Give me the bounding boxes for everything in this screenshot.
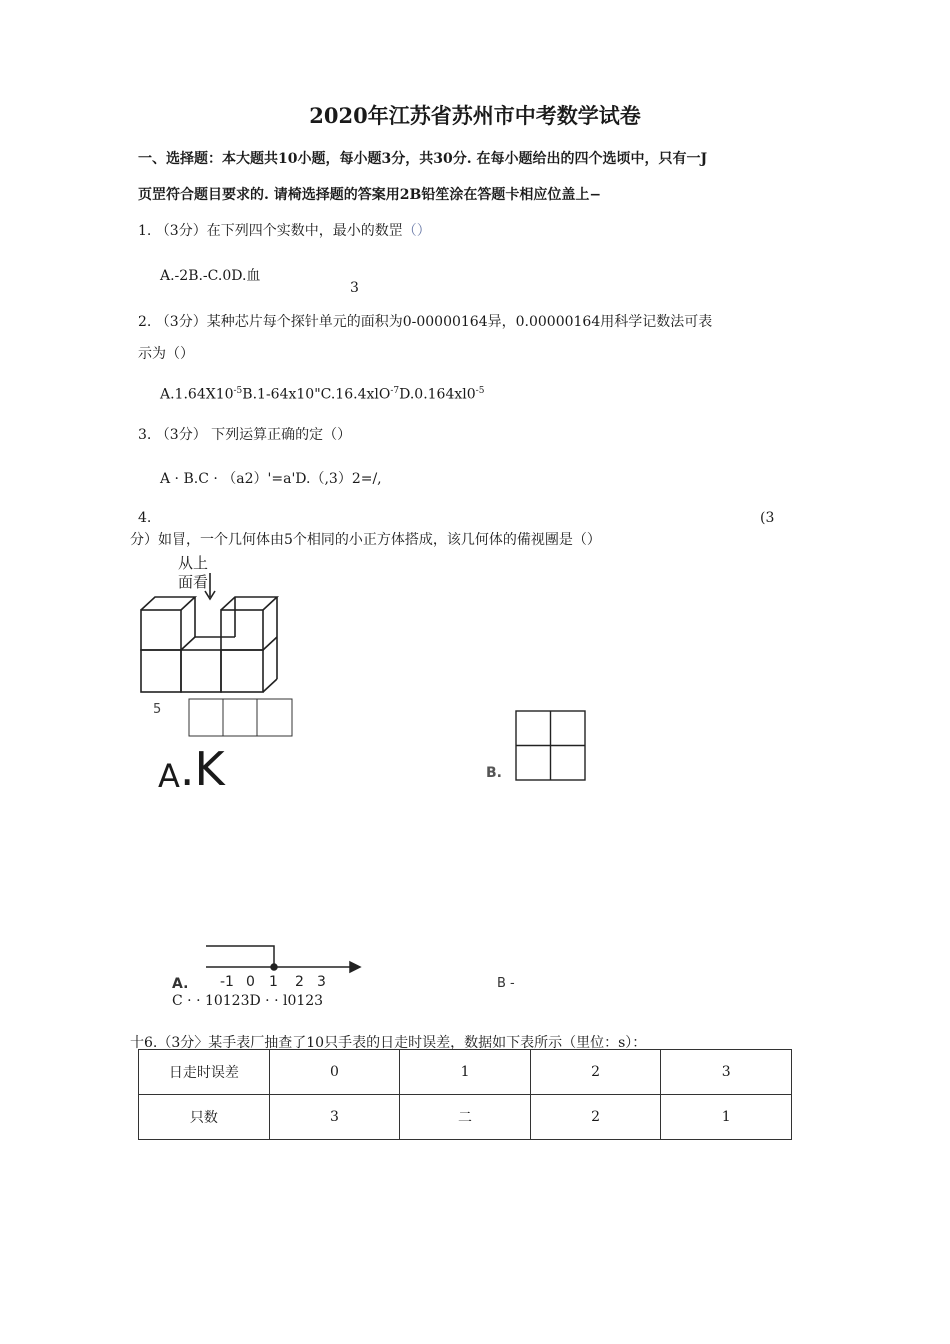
question-3-options: A · B.C · （a2）'=a'D.（,3）2=/,	[160, 471, 382, 487]
table-cell: 3	[269, 1095, 400, 1140]
question-4-score: (3	[760, 510, 775, 526]
q5-options-cd: C · · 10123D · · l0123	[172, 993, 324, 1009]
table-cell: 日走时误差	[139, 1050, 270, 1095]
option-a-k: .K	[179, 742, 225, 796]
question-2-options	[160, 386, 484, 403]
tick-label: 3	[317, 974, 326, 990]
question-1-subscript: 3	[350, 280, 359, 296]
table-cell: 2	[530, 1050, 661, 1095]
tick-label: -1	[220, 974, 234, 990]
q5-option-a-label: A.	[172, 976, 189, 992]
tick-label: 2	[295, 974, 304, 990]
option-b-figure	[515, 710, 587, 782]
question-2-option-d-exp: -5	[475, 386, 485, 396]
cube-solid-figure	[135, 565, 295, 700]
option-a-label	[158, 744, 225, 798]
cube-face	[181, 650, 221, 692]
question-4-stem: 分）如冒，一个几何体由5个相同的小正方体搭成，该几何体的備视團是（）	[130, 532, 601, 548]
tick-label: 1	[269, 974, 278, 990]
number-line-figure	[200, 940, 365, 992]
table-cell: 1	[400, 1050, 531, 1095]
question-4-number: 4.	[138, 510, 152, 526]
table-cell: 二	[400, 1095, 531, 1140]
option-a-figure	[188, 698, 294, 738]
stray-number-5: 5	[153, 702, 162, 717]
grid-cell	[257, 699, 292, 736]
grid-cell	[189, 699, 223, 736]
section-heading-line1: 一、选择题：本大题共10小题，每小题3分，共30分. 在每小题给出的四个选顷中，只有一J	[138, 151, 708, 167]
view-label-line2: 面看	[178, 573, 209, 591]
error-data-table	[138, 1049, 792, 1140]
table-cell: 只数	[139, 1095, 270, 1140]
question-2-stem-line2: 示为（）	[138, 346, 194, 362]
question-2-stem-line1: 2. （3分）某种芯片每个探针单元的面积为0-00000164异，0.00000164用科学记数法可表	[138, 314, 713, 330]
axis-arrow	[350, 962, 360, 972]
cube-face	[141, 610, 181, 650]
option-b-label: B.	[486, 765, 502, 781]
question-1-stem	[138, 220, 431, 240]
question-1-paren: （）	[402, 223, 431, 239]
q5-option-b-label: B -	[497, 976, 515, 991]
question-6-stem: 十6.（3分〉某手表厂抽查了10只手表的日走时误差，数据如下表所示（里位：s）：	[130, 1035, 647, 1051]
table-row	[139, 1050, 792, 1095]
bracket-line	[206, 946, 274, 967]
option-a-letter: A	[158, 757, 180, 795]
section-heading-line2: 页罡符合题目要求的. 请椅选择题的答案用2B铅笙涂在答题卡相应位盖上−	[138, 187, 602, 203]
page-title: 2020年江苏省苏州市中考数学试卷	[309, 103, 641, 128]
cube-face	[221, 610, 263, 650]
question-2-option-a-exp: -5	[233, 386, 243, 396]
tick-label: 0	[246, 974, 255, 990]
question-2-option-d: D.0.164xl0	[399, 386, 476, 403]
table-cell: 3	[661, 1050, 792, 1095]
grid-cell	[223, 699, 257, 736]
question-1-text: 1. （3分）在下列四个实数中，最小的数罡	[138, 223, 403, 239]
question-2-option-a: A.1.64X10	[160, 386, 234, 403]
cube-face	[141, 650, 181, 692]
table-cell: 1	[661, 1095, 792, 1140]
question-2-option-b: B.1-64x10"C.16.4xlO	[242, 386, 391, 403]
table-cell: 0	[269, 1050, 400, 1095]
table-cell: 2	[530, 1095, 661, 1140]
table-row	[139, 1095, 792, 1140]
view-label-line1: 从上	[178, 554, 209, 572]
solid-point	[271, 964, 277, 970]
question-1-options: A.-2B.-C.0D.血	[160, 268, 261, 284]
cube-face	[221, 650, 263, 692]
question-3-stem: 3. （3分） 下列运算正确的定（）	[138, 427, 352, 443]
question-2-option-c-exp: -7	[390, 386, 400, 396]
